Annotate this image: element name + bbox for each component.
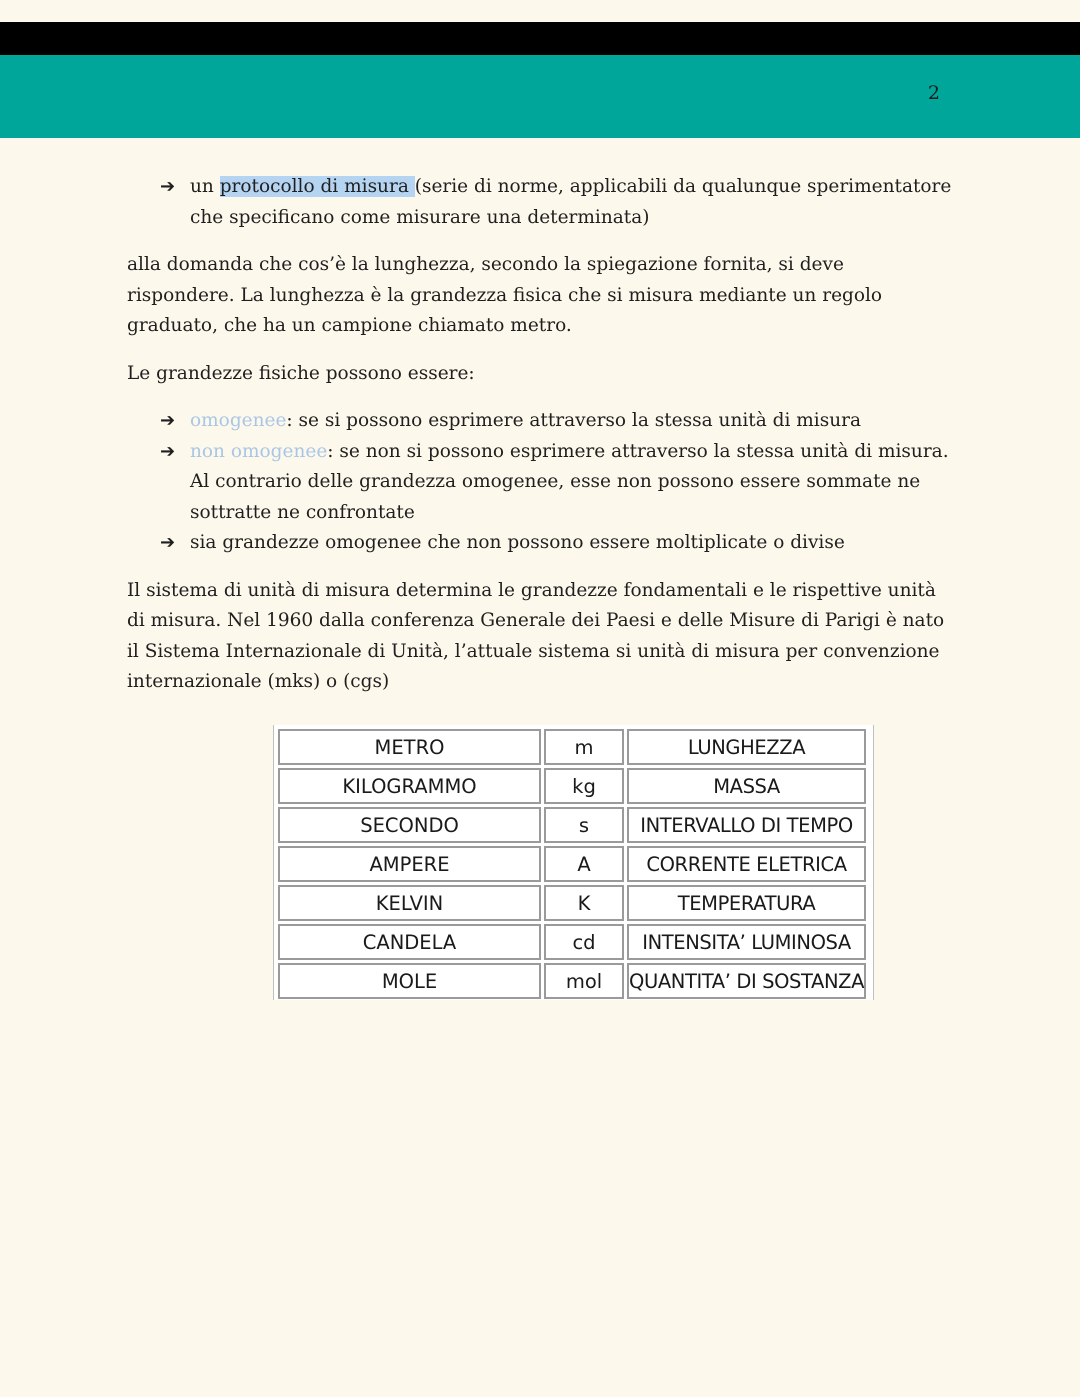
quantity-name: QUANTITA’ DI SOSTANZA [627,963,866,999]
page-header [0,55,1080,138]
unit-symbol: mol [544,963,624,999]
units-table-image [273,725,874,1000]
page-number: 2 [927,82,940,104]
list-item: ➔ non omogenee: se non si possono esprimere attraverso la stessa unità di misura. Al contrario delle grandezza omogenee, esse non possono essere sommate ne sottratte ne confrontate [190,437,957,529]
paragraph-types: Le grandezze fisiche possono essere: [127,362,475,384]
list-item: ➔ sia grandezze omogenee che non possono essere moltiplicate o divise [190,528,957,559]
list-item: ➔ omogenee: se si possono esprimere attraverso la stessa unità di misura [190,406,957,437]
table-row [278,924,866,960]
paragraph-length: alla domanda che cos’è la lunghezza, secondo la spiegazione fornita, si deve rispondere. La lunghezza è la grandezza fisica che si misura mediante un regolo graduato, che ha un campione chiamato metro. [127,254,883,336]
quantity-name: INTENSITA’ LUMINOSA [627,924,866,960]
quantity-name: TEMPERATURA [627,885,866,921]
table-row [278,807,866,843]
intro-list [127,172,957,233]
term-non-omogenee: non omogenee [190,440,328,462]
unit-name: KILOGRAMMO [278,768,541,804]
table-row [278,885,866,921]
unit-symbol: A [544,846,624,882]
types-list [127,406,957,559]
unit-symbol: kg [544,768,624,804]
unit-name: KELVIN [278,885,541,921]
quantity-name: LUNGHEZZA [627,729,866,765]
unit-symbol: cd [544,924,624,960]
unit-symbol: K [544,885,624,921]
quantity-name: CORRENTE ELETRICA [627,846,866,882]
unit-symbol: m [544,729,624,765]
paragraph-system: Il sistema di unità di misura determina le grandezze fondamentali e le rispettive unità di misura. Nel 1960 dalla conferenza Generale dei Paesi e delle Misure di Parigi è nato il Sistema Internazionale di Unità, l’attuale sistema si unità di misura per convenzione internazionale (mks) o (cgs) [127,579,945,692]
term-omogenee: omogenee [190,410,287,431]
unit-symbol: s [544,807,624,843]
table-row [278,963,866,999]
table-row [278,846,866,882]
unit-name: SECONDO [278,807,541,843]
unit-name: MOLE [278,963,541,999]
highlighted-term: protocollo di misura [219,176,415,197]
table-row [278,768,866,804]
arrow-bullet-icon: ➔ [160,440,176,462]
quantity-name: INTERVALLO DI TEMPO [627,807,866,843]
si-units-table [275,726,869,1002]
arrow-bullet-icon: ➔ [160,532,176,553]
arrow-bullet-icon: ➔ [160,176,176,197]
unit-name: METRO [278,729,541,765]
list-item: ➔ un protocollo di misura (serie di norme, applicabili da qualunque sperimentatore che specificano come misurare una determinata) [190,172,957,233]
top-black-bar [0,22,1080,55]
unit-name: CANDELA [278,924,541,960]
table-row [278,729,866,765]
arrow-bullet-icon: ➔ [160,410,176,431]
unit-name: AMPERE [278,846,541,882]
quantity-name: MASSA [627,768,866,804]
document-body [127,172,957,698]
